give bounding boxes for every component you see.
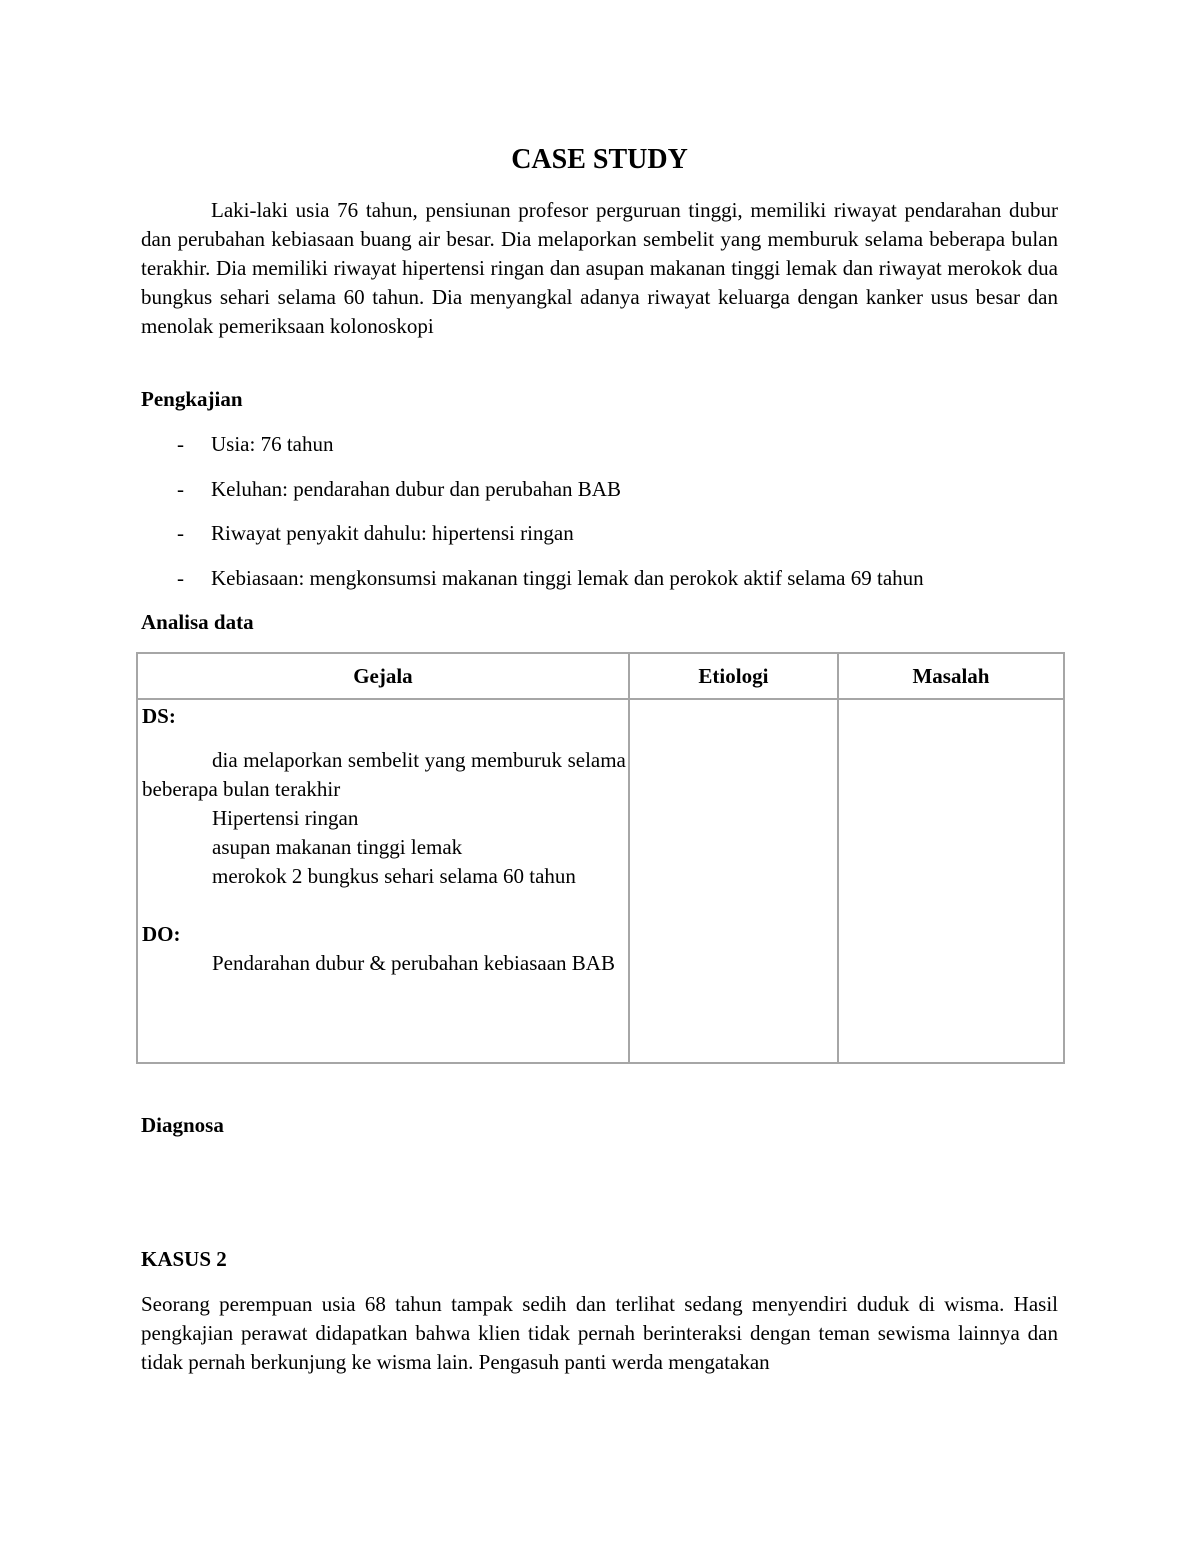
list-item-text: Kebiasaan: mengkonsumsi makanan tinggi lemak dan perokok aktif selama 69 tahun (211, 565, 924, 590)
kasus2-heading: KASUS 2 (141, 1247, 227, 1271)
column-header-etiologi: Etiologi (629, 653, 838, 699)
analisa-data-table (136, 652, 1065, 1064)
list-item (141, 430, 1058, 475)
pengkajian-list (141, 430, 1058, 608)
ds-item: dia melaporkan sembelit yang memburuk selama beberapa bulan terakhir (142, 748, 626, 801)
list-item (141, 519, 1058, 564)
table-row (137, 699, 1064, 1063)
dash-bullet: - (177, 565, 184, 590)
document-title: CASE STUDY (511, 144, 688, 175)
masalah-cell (838, 699, 1064, 1063)
list-item (141, 564, 1058, 609)
list-item-text: Keluhan: pendarahan dubur dan perubahan BAB (211, 476, 621, 501)
list-item-text: Usia: 76 tahun (211, 432, 334, 456)
do-label: DO: (142, 922, 181, 946)
pengkajian-heading: Pengkajian (141, 387, 243, 411)
ds-item: Hipertensi ringan (212, 806, 359, 830)
ds-item: merokok 2 bungkus sehari selama 60 tahun (212, 864, 576, 888)
column-header-gejala: Gejala (137, 653, 629, 699)
column-header-masalah: Masalah (838, 653, 1064, 699)
case-description: Laki-laki usia 76 tahun, pensiunan profesor perguruan tinggi, memiliki riwayat pendarahan dubur dan perubahan kebiasaan buang air besar. Dia melaporkan sembelit yang memburuk selama beberapa bulan terakhir. Dia memiliki riwayat hipertensi ringan dan asupan makanan tinggi lemak dan riwayat merokok dua bungkus sehari selama 60 tahun. Dia menyangkal adanya riwayat keluarga dengan kanker usus besar dan menolak pemeriksaan kolonoskopi (141, 198, 1058, 338)
analisa-heading: Analisa data (141, 610, 254, 634)
list-item (141, 475, 1058, 520)
do-item: Pendarahan dubur & perubahan kebiasaan BAB (212, 951, 615, 975)
dash-bullet: - (177, 521, 184, 545)
ds-label: DS: (142, 704, 176, 728)
diagnosa-heading: Diagnosa (141, 1113, 224, 1137)
list-item-text: Riwayat penyakit dahulu: hipertensi ringan (211, 521, 574, 545)
gejala-cell (137, 699, 629, 1063)
ds-item: asupan makanan tinggi lemak (212, 835, 463, 859)
dash-bullet: - (177, 476, 184, 501)
kasus2-description: Seorang perempuan usia 68 tahun tampak sedih dan terlihat sedang menyendiri duduk di wisma. Hasil pengkajian perawat didapatkan bahwa klien tidak pernah berinteraksi dengan teman sewisma lainnya dan tidak pernah berkunjung ke wisma lain. Pengasuh panti werda mengatakan (141, 1292, 1058, 1374)
table-header-row (137, 653, 1064, 699)
dash-bullet: - (177, 432, 184, 456)
etiologi-cell (629, 699, 838, 1063)
